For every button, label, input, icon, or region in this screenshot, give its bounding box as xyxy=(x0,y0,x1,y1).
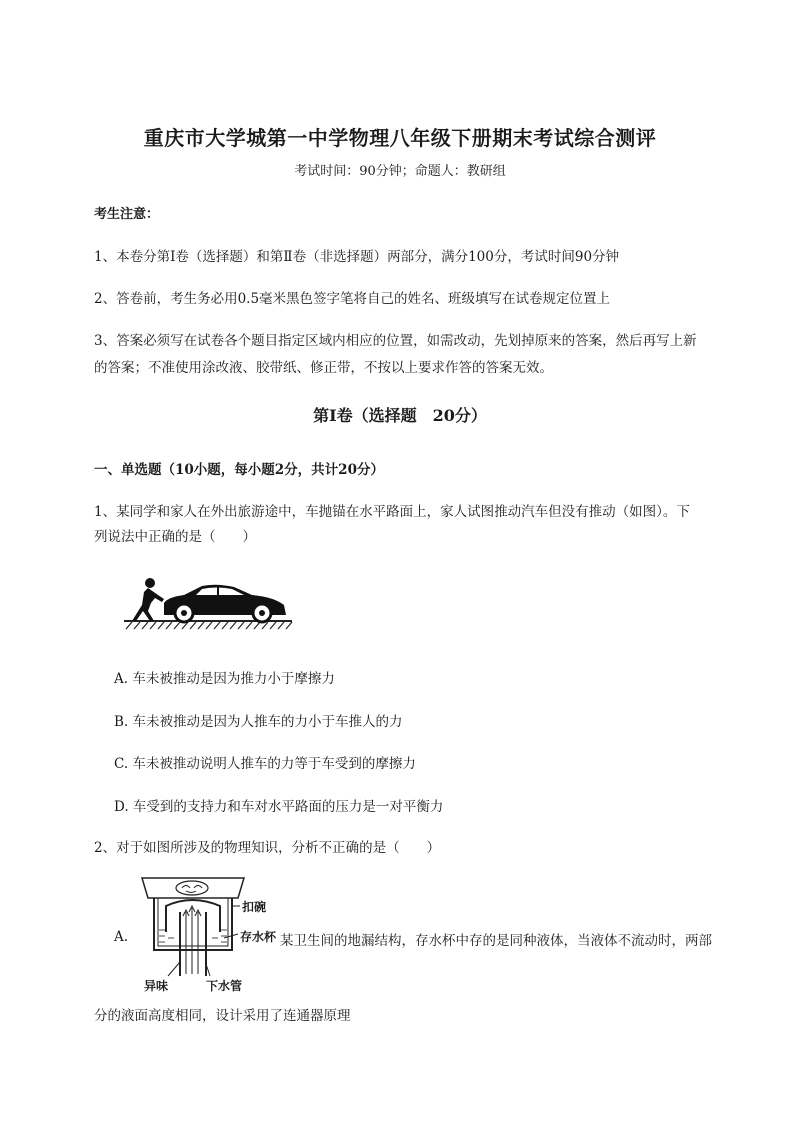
exam-subtitle: 考试时间：90分钟；命题人：教研组 xyxy=(294,164,506,179)
notice-item-3: 3、答案必须写在试卷各个题目指定区域内相应的位置，如需改动，先划掉原来的答案，然后再写上新 xyxy=(94,333,697,349)
option-2a-letter: A. xyxy=(114,929,129,945)
notice-item-3-cont: 的答案；不准使用涂改液、胶带纸、修正带，不按以上要求作答的答案无效。 xyxy=(94,360,553,376)
option-1a: A. 车未被推动是因为推力小于摩擦力 xyxy=(114,671,335,687)
notice-item-2: 2、答卷前，考生务必用0.5毫米黑色签字笔将自己的姓名、班级填写在试卷规定位置上 xyxy=(94,291,611,307)
section-title: 第I卷（选择题 20分） xyxy=(313,406,487,425)
question-1-stem: 1、某同学和家人在外出旅游途中，车抛锚在水平路面上，家人试图推动汽车但没有推动（如图）。下 xyxy=(94,504,690,520)
label-pipe: 下水管 xyxy=(206,979,243,993)
question-2-stem: 2、对于如图所涉及的物理知识，分析不正确的是（ ） xyxy=(94,840,441,856)
option-1b: B. 车未被推动是因为人推车的力小于车推人的力 xyxy=(114,714,403,730)
notice-heading: 考生注意： xyxy=(94,207,160,222)
question-1-stem-cont: 列说法中正确的是（ ） xyxy=(94,529,256,545)
label-odor: 异味 xyxy=(144,979,169,993)
notice-item-1: 1、本卷分第I卷（选择题）和第Ⅱ卷（非选择题）两部分，满分100分，考试时间90分钟 xyxy=(94,249,620,265)
option-2a-text: 某卫生间的地漏结构，存水杯中存的是同种液体，当液体不流动时，两部 xyxy=(280,933,712,949)
page-title: 重庆市大学城第一中学物理八年级下册期末考试综合测评 xyxy=(143,126,657,150)
label-cup: 存水杯 xyxy=(240,930,277,944)
option-1d: D. 车受到的支持力和车对水平路面的压力是一对平衡力 xyxy=(114,799,444,815)
label-bowl: 扣碗 xyxy=(242,900,267,914)
option-2a-cont: 分的液面高度相同，设计采用了连通器原理 xyxy=(94,1008,351,1024)
option-1c: C. 车未被推动说明人推车的力等于车受到的摩擦力 xyxy=(114,756,416,772)
car-push-figure xyxy=(124,575,294,633)
part-heading: 一、单选题（10小题，每小题2分，共计20分） xyxy=(94,462,384,478)
